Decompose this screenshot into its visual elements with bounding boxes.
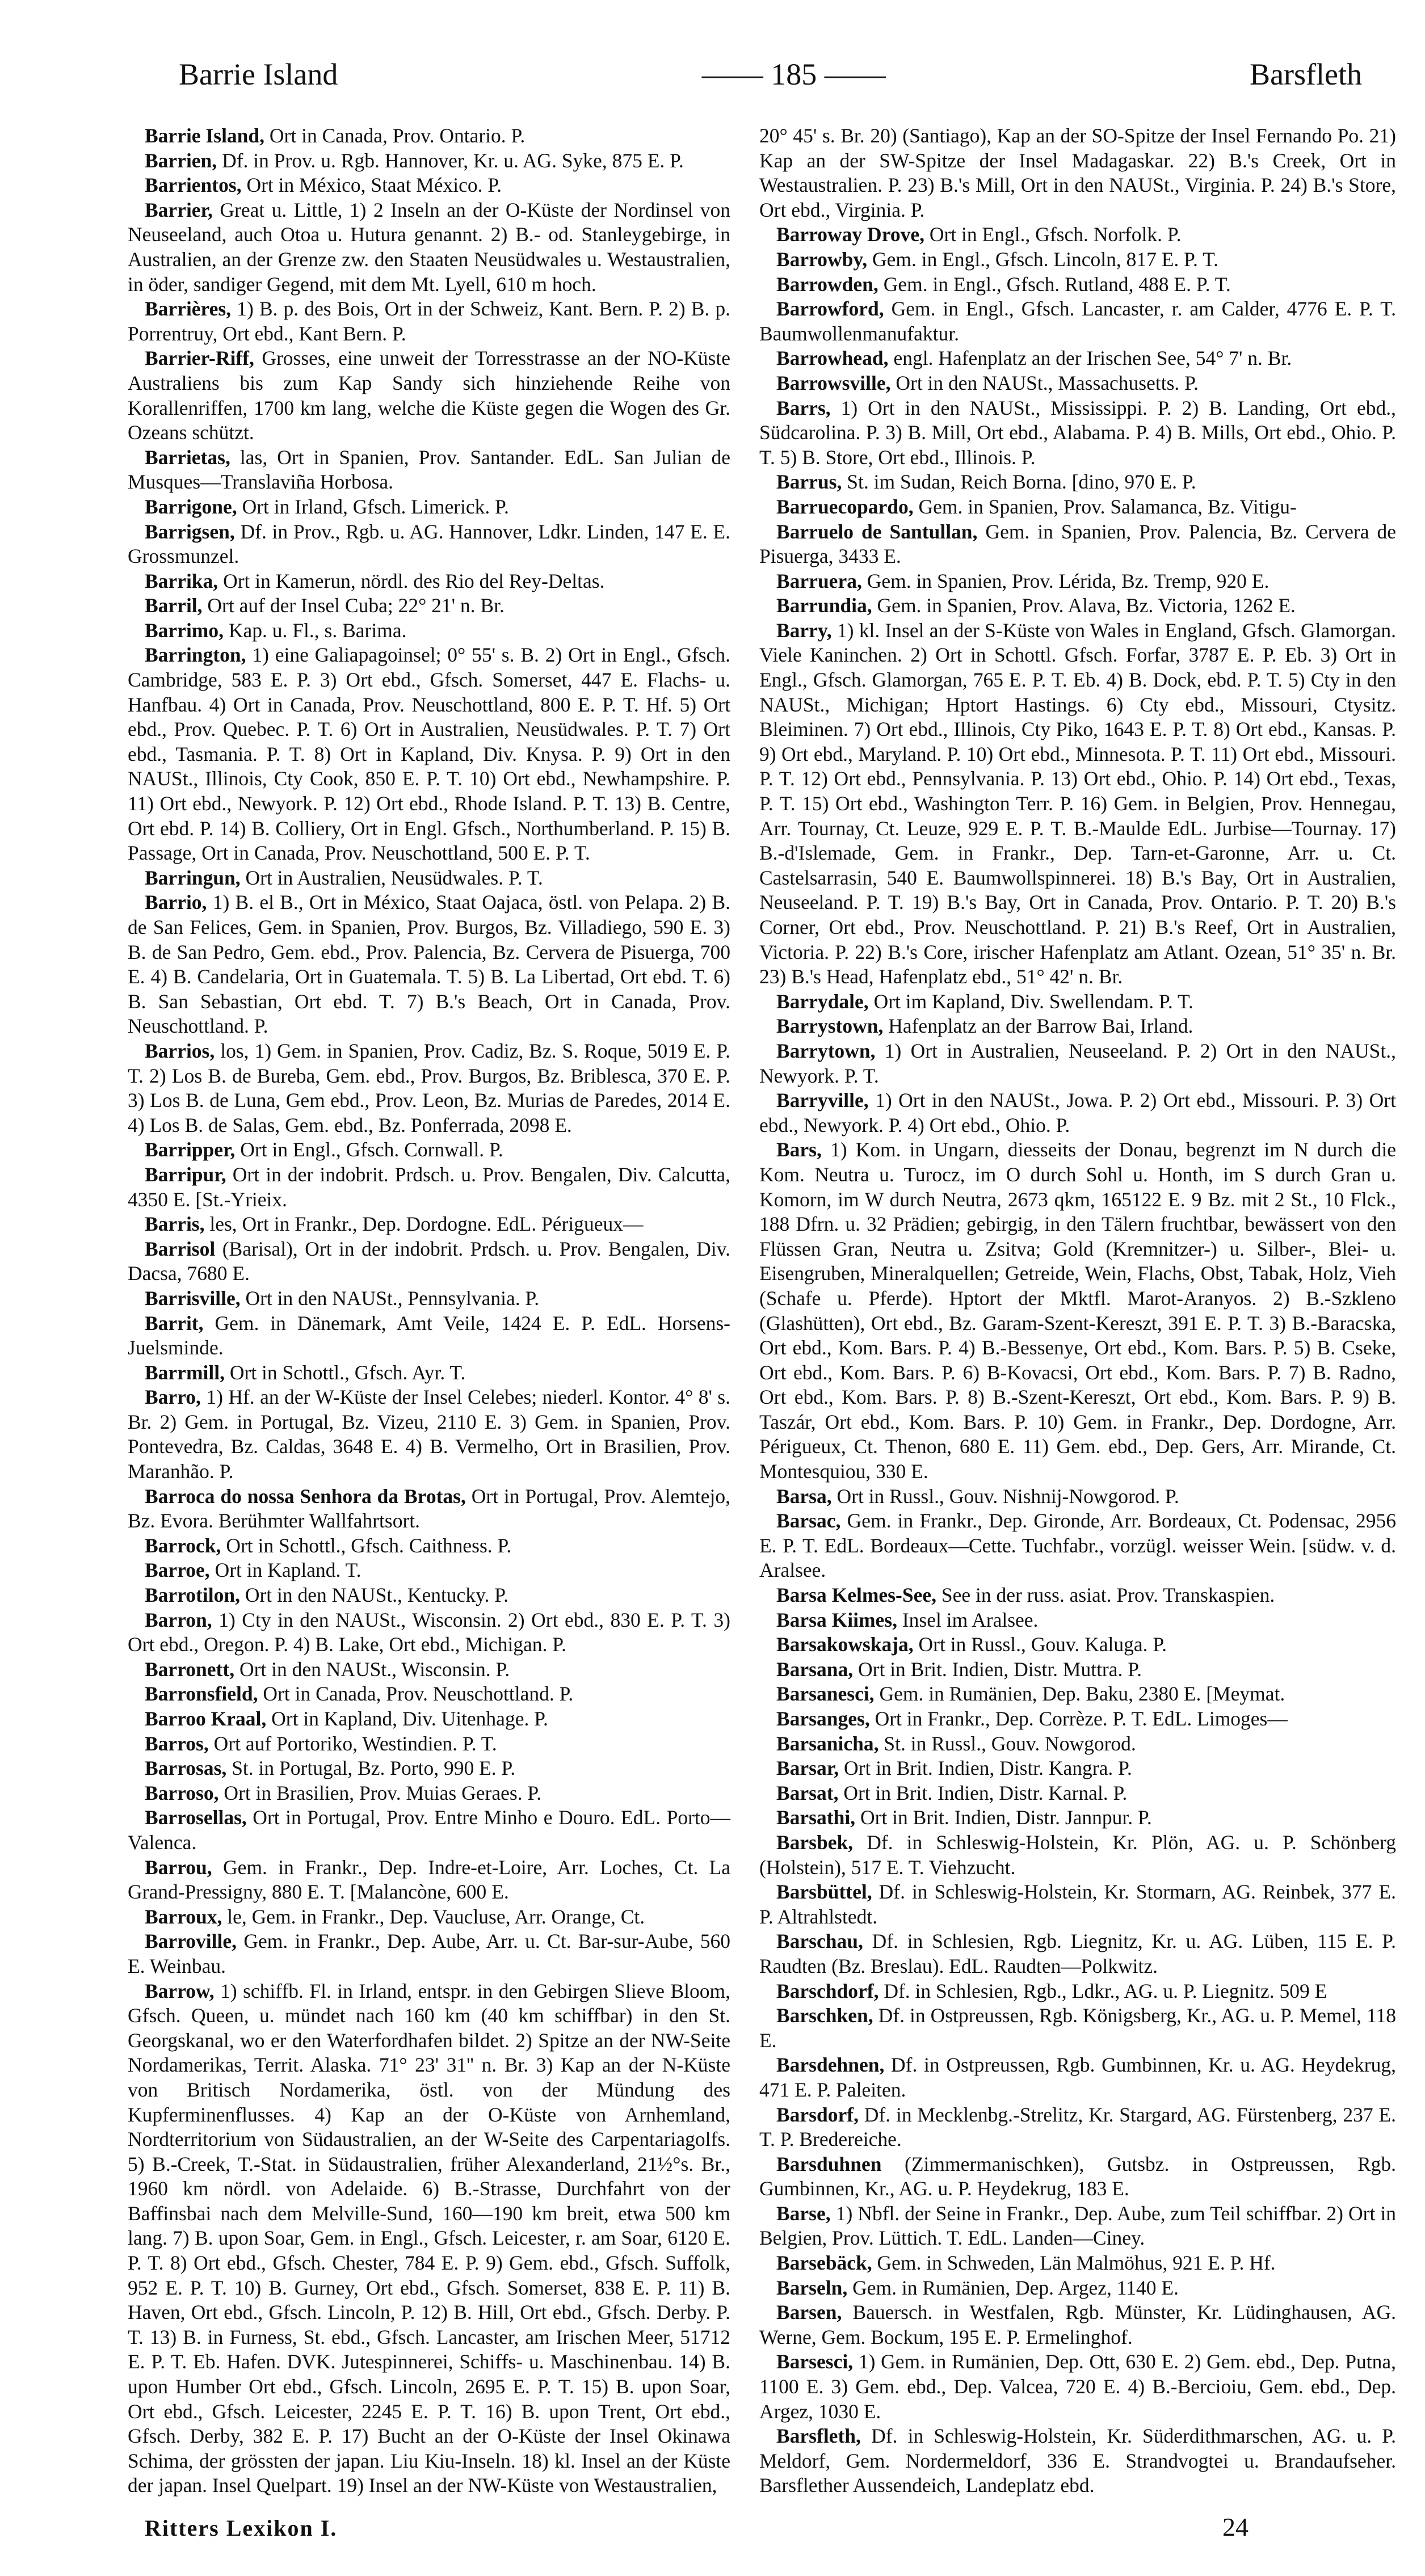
lexicon-entry — [128, 445, 730, 495]
entry-headword: Barrigone, — [145, 495, 237, 518]
lexicon-entry — [128, 1608, 730, 1657]
entry-headword: Barripper, — [145, 1138, 236, 1161]
lexicon-entry — [759, 1781, 1396, 1806]
entry-headword: Barsa Kelmes-See, — [776, 1584, 936, 1607]
entry-headword: Barsa Kiimes, — [776, 1608, 897, 1631]
entry-text: 20° 45' s. Br. 20) (Santiago), Kap an der SO-Spitze der Insel Fernando Po. 21) Kap an der SW-Spitze der Insel Madagaskar. 22) B.'s Creek, Ort in Westaustralien. P. 23) B.'s Mill, Ort in den NAUSt., Virginia. P. 24) B.'s Store, Ort ebd., Virginia. P. — [759, 124, 1396, 221]
entry-text: Df. in Schleswig-Holstein, Kr. Stormarn, AG. Reinbek, 377 E. P. Altrahlstedt. — [759, 1880, 1396, 1928]
entry-text: Ort in Frankr., Dep. Corrèze. P. T. EdL. Limoges— — [869, 1707, 1288, 1730]
entry-headword: Barrier, — [145, 198, 213, 221]
lexicon-entry — [128, 1361, 730, 1386]
entry-headword: Barrit, — [145, 1311, 204, 1335]
entry-text: 1) Hf. an der W-Küste der Insel Celebes; niederl. Kontor. 4° 8' s. Br. 2) Gem. in Portugal, Bz. Vizeu, 2110 E. 3) Gem. in Spanien, Prov. Pontevedra, Bz. Caldas, 3648 E. 4) B. Vermelho, Ort in Brasilien, Prov. Maranhão. P. — [128, 1386, 730, 1483]
lexicon-entry — [759, 297, 1396, 346]
entry-text: Ort in der indobrit. Prdsch. u. Prov. Bengalen, Div. Calcutta, 4350 E. [St.-Yrieix. — [128, 1163, 730, 1211]
entry-text: Gem. in Engl., Gfsch. Rutland, 488 E. P. T. — [878, 272, 1231, 296]
entry-text: 1) B. p. des Bois, Ort in der Schweiz, Kant. Bern. P. 2) B. p. Porrentruy, Ort ebd., Kant Bern. P. — [128, 297, 730, 345]
entry-headword: Barsdorf, — [776, 2103, 859, 2126]
entry-headword: Barschau, — [776, 1930, 863, 1953]
entry-headword: Barry, — [776, 618, 832, 642]
lexicon-entry — [759, 569, 1396, 594]
lexicon-entry — [759, 1929, 1396, 1979]
lexicon-entry — [128, 1534, 730, 1559]
entry-headword: Barro, — [145, 1386, 201, 1409]
entry-headword: Barrisville, — [145, 1286, 241, 1310]
entry-headword: Barrowsville, — [776, 371, 891, 394]
lexicon-entry — [759, 1583, 1396, 1608]
entry-text: Gem. in Spanien, Prov. Palencia, Bz. Cervera de Pisuerga, 3433 E. — [759, 520, 1397, 568]
entry-text: engl. Hafenplatz an der Irischen See, 54° 7' n. Br. — [888, 347, 1292, 370]
entry-text: Ort in Schottl., Gfsch. Caithness. P. — [221, 1534, 512, 1557]
entry-headword: Barschken, — [776, 2004, 873, 2027]
lexicon-entry — [759, 2251, 1396, 2276]
entry-text: Df. in Schlesien, Rgb., Ldkr., AG. u. P. Liegnitz. 509 E — [878, 1979, 1327, 2002]
entry-text: Ort in Schottl., Gfsch. Ayr. T. — [224, 1361, 466, 1384]
entry-text: los, 1) Gem. in Spanien, Prov. Cadiz, Bz. S. Roque, 5019 E. P. T. 2) Los B. de Bureba, Gem. ebd., Prov. Burgos, Bz. Briblesca, 370 E. P. 3) Los B. de Luna, Gem ebd., Prov. Leon, Bz. Murias de Paredes, 2014 E. 4) Los B. de Salas, Gem. ebd., Bz. Ponferrada, 2098 E. — [128, 1039, 730, 1137]
entry-text: Gem. in Frankr., Dep. Aube, Arr. u. Ct. Bar-sur-Aube, 560 E. Weinbau. — [128, 1930, 730, 1977]
lexicon-entry — [759, 346, 1396, 371]
entry-text: Gem. in Spanien, Prov. Salamanca, Bz. Vitigu- — [913, 495, 1297, 518]
lexicon-entry — [128, 495, 730, 520]
entry-text: Insel im Aralsee. — [897, 1608, 1039, 1631]
entry-headword: Barrigsen, — [145, 520, 235, 543]
lexicon-entry — [128, 1929, 730, 1979]
lexicon-entry — [128, 149, 730, 174]
entry-text: Df. in Ostpreussen, Rgb. Gumbinnen, Kr. u. AG. Heydekrug, 471 E. P. Paleiten. — [759, 2053, 1396, 2101]
footer-signature: Ritters Lexikon I. — [145, 2515, 338, 2541]
entry-headword: Barsac, — [776, 1509, 841, 1533]
lexicon-entry — [759, 1608, 1396, 1633]
lexicon-entry — [128, 1237, 730, 1286]
entry-text: Ort in Kamerun, nördl. des Rio del Rey-Deltas. — [218, 569, 605, 592]
lexicon-entry — [759, 1014, 1396, 1039]
entry-text: Df. in Schlesien, Rgb. Liegnitz, Kr. u. AG. Lüben, 115 E. P. Raudten (Bz. Breslau). EdL. Raudten—Polkwitz. — [759, 1930, 1396, 1977]
lexicon-entry — [759, 1682, 1396, 1707]
entry-headword: Barsdehnen, — [776, 2053, 885, 2077]
entry-text: 1) Ort in Australien, Neuseeland. P. 2) Ort in den NAUSt., Newyork. P. T. — [759, 1039, 1396, 1087]
lexicon-entry — [128, 124, 730, 149]
lexicon-entry — [128, 1163, 730, 1212]
lexicon-entry — [759, 1088, 1396, 1138]
lexicon-entry — [759, 2300, 1396, 2350]
entry-headword: Barrydale, — [776, 990, 869, 1013]
entry-text: Ort in den NAUSt., Kentucky. P. — [239, 1584, 508, 1607]
lexicon-entry — [759, 371, 1396, 396]
entry-text: Df. in Schleswig-Holstein, Kr. Plön, AG. u. P. Schönberg (Holstein), 517 E. T. Viehzucht. — [759, 1830, 1396, 1879]
lexicon-entry — [128, 1756, 730, 1781]
lexicon-entry — [128, 1905, 730, 1930]
entry-text: Df. in Schleswig-Holstein, Kr. Süderdithmarschen, AG. u. P. Meldorf, Gem. Nordermeldorf, 336 E. Strandvogtei u. Brandaufseher. Barsflether Aussendeich, Landeplatz ebd. — [759, 2425, 1396, 2497]
lexicon-entry — [759, 1979, 1396, 2004]
entry-text: Gem. in Engl., Gfsch. Lancaster, r. am Calder, 4776 E. P. T. Baumwollenmanufaktur. — [759, 297, 1396, 345]
entry-text: See in der russ. asiat. Prov. Transkaspien. — [936, 1584, 1275, 1607]
entry-text: Gem. in Spanien, Prov. Lérida, Bz. Tremp, 920 E. — [861, 569, 1270, 592]
entry-text: les, Ort in Frankr., Dep. Dordogne. EdL. Périgueux— — [204, 1213, 644, 1236]
entry-text: Ort in Brit. Indien, Distr. Kangra. P. — [839, 1757, 1132, 1780]
entry-headword: Barsanesci, — [776, 1682, 875, 1706]
entry-headword: Barryville, — [776, 1089, 869, 1112]
entry-headword: Barrowford, — [776, 297, 884, 321]
entry-headword: Barrington, — [145, 643, 246, 667]
entry-text: (Zimmermanischken), Gutsbz. in Ostpreussen, Rgb. Gumbinnen, Kr., AG. u. P. Heydekrug, 183 E. — [759, 2152, 1396, 2200]
entry-text: Bauersch. in Westfalen, Rgb. Münster, Kr. Lüdinghausen, AG. Werne, Gem. Bockum, 195 E. P. Ermelinghof. — [759, 2301, 1396, 2348]
entry-headword: Barrières, — [145, 297, 232, 321]
lexicon-entry — [759, 990, 1396, 1015]
entry-headword: Barringun, — [145, 866, 241, 889]
lexicon-entry — [759, 1484, 1396, 1509]
entry-headword: Barrimo, — [145, 618, 224, 642]
lexicon-entry — [759, 247, 1396, 272]
header-first-entry: Barrie Island — [179, 57, 338, 91]
entry-text: Gem. in Engl., Gfsch. Lincoln, 817 E. P. T. — [867, 247, 1219, 271]
entry-headword: Barsanges, — [776, 1707, 870, 1730]
entry-headword: Barsfleth, — [776, 2425, 861, 2448]
entry-text: (Barisal), Ort in der indobrit. Prdsch. u. Prov. Bengalen, Div. Dacsa, 7680 E. — [128, 1237, 730, 1285]
entry-headword: Barrios, — [145, 1039, 215, 1062]
lexicon-entry — [759, 222, 1396, 247]
lexicon-entry — [128, 618, 730, 643]
right-column — [759, 124, 1396, 2498]
entry-text: Ort auf der Insel Cuba; 22° 21' n. Br. — [202, 594, 505, 617]
lexicon-entry — [759, 1138, 1396, 1484]
entry-text: St. in Portugal, Bz. Porto, 990 E. P. — [226, 1757, 516, 1780]
entry-text: Ort in Engl., Gfsch. Cornwall. P. — [235, 1138, 503, 1161]
entry-headword: Barse, — [776, 2202, 831, 2225]
lexicon-entry — [759, 396, 1396, 470]
entry-headword: Barschdorf, — [776, 1979, 879, 2002]
entry-text: Ort in Portugal, Prov. Entre Minho e Douro. EdL. Porto—Valenca. — [128, 1806, 730, 1854]
entry-text: Gem. in Spanien, Prov. Alava, Bz. Victoria, 1262 E. — [872, 594, 1296, 617]
entry-headword: Barsduhnen — [776, 2152, 882, 2175]
entry-text: Ort in den NAUSt., Wisconsin. P. — [234, 1657, 510, 1681]
entry-headword: Barrystown, — [776, 1015, 884, 1038]
lexicon-entry — [128, 1657, 730, 1682]
entry-text: 1) schiffb. Fl. in Irland, entspr. in den Gebirgen Slieve Bloom, Gfsch. Queen, u. mündet nach 160 km (40 km schiffbar) in den St. Georgskanal, wo er den Waterfordhafen bildet. 2) Spitze an der NW-Seite Nordamerikas, Territ. Alaska. 71° 23' 31'' n. Br. 3) Kap an der N-Küste von Britisch Nordamerika, östl. von der Mündung des Kupferminenflusses. 4) Kap an der O-Küste von Arnhemland, Nordterritorium von Südaustralien, an der W-Seite des Carpentariagolfs. 5) B.-Creek, T.-Stat. in Südaustralien, früher Alexanderland, 21½°s. Br., 1960 km nördl. von Adelaide. 6) B.-Strasse, Durchfahrt von der Baffinsbai nach dem Melville-Sund, 160—190 km breit, etwa 500 km lang. 7) B. upon Soar, Gem. in Engl., Gfsch. Leicester, r. am Soar, 6120 E. P. T. 8) Ort ebd., Gfsch. Chester, 784 E. P. 9) Gem. ebd., Gfsch. Suffolk, 952 E. P. T. 10) B. Gurney, Ort ebd., Gfsch. Somerset, 838 E. P. 11) B. Haven, Ort ebd., Gfsch. Lincoln, P. 12) B. Hill, Ort ebd., Gfsch. Derby. P. T. 13) B. in Furness, St. ebd., Gfsch. Lancaster, am Irischen Meer, 51712 E. P. T. Eb. Hafen. DVK. Jutespinnerei, Schiffs- u. Maschinenbau. 14) B. upon Humber Ort ebd., Gfsch. Lincoln, 2695 E. P. T. 15) B. upon Soar, Ort ebd., Gfsch. Leicester, 2245 E. P. T. 16) B. upon Trent, Ort ebd., Gfsch. Derby, 382 E. P. 17) Bucht an der O-Küste der Insel Okinawa Schima, der grössten der japan. Liu Kiu-Inseln. 18) kl. Insel an der Küste der japan. Insel Quelpart. 19) Insel an der NW-Küste von Westaustralien, — [128, 1979, 730, 2497]
lexicon-entry — [759, 2152, 1396, 2202]
entry-text: Ort in Russl., Gouv. Nishnij-Nowgorod. P. — [831, 1484, 1179, 1508]
lexicon-entry — [128, 1732, 730, 1757]
entry-headword: Barrio, — [145, 891, 207, 914]
entry-headword: Barrundia, — [776, 594, 872, 617]
entry-headword: Barruecopardo, — [776, 495, 914, 518]
entry-headword: Barros, — [145, 1732, 209, 1755]
entry-headword: Barsathi, — [776, 1806, 856, 1829]
lexicon-entry — [128, 1039, 730, 1138]
sheet-number: 24 — [1222, 2512, 1249, 2541]
entry-headword: Barrow, — [145, 1979, 215, 2002]
entry-text: 1) B. el B., Ort in México, Staat Oajaca, östl. von Pelapa. 2) B. de San Felices, Gem. in Spanien, Prov. Burgos, Bz. Villadiego, 590 E. 3) B. de San Pedro, Gem. ebd., Prov. Palencia, Bz. Cervera de Pisuerga, 700 E. 4) B. Candelaria, Ort in Guatemala. T. 5) B. La Libertad, Ort ebd. T. 6) B. San Sebastian, Ort ebd. T. 7) B.'s Beach, Ort in Canada, Prov. Neuschottland. P. — [128, 891, 730, 1038]
entry-headword: Barrotilon, — [145, 1584, 240, 1607]
entry-text: Ort in Portugal, Prov. Alemtejo, Bz. Evora. Berühmter Wallfahrtsort. — [128, 1484, 731, 1533]
entry-text: Ort in Brit. Indien, Distr. Muttra. P. — [853, 1657, 1142, 1681]
entry-headword: Barrowhead, — [776, 347, 889, 370]
lexicon-entry — [759, 1805, 1396, 1830]
entry-text: Ort in Canada, Prov. Neuschottland. P. — [258, 1682, 574, 1706]
entry-text: Gem. in Rumänien, Dep. Argez, 1140 E. — [847, 2276, 1179, 2299]
entry-text: 1) eine Galiapagoinsel; 0° 55' s. B. 2) Ort in Engl., Gfsch. Cambridge, 583 E. P. 3) Ort ebd., Gfsch. Somerset, 447 E. Flachs- u. Hanfbau. 4) Ort in Canada, Prov. Neuschottland, 800 E. P. T. Hf. 5) Ort ebd., Prov. Quebec. P. T. 6) Ort in Australien, Neusüdwales. P. T. 7) Ort ebd., Tasmania. P. T. 8) Ort in Kapland, Div. Knysa. P. 9) Ort in den NAUSt., Illinois, Cty Cook, 850 E. P. T. 10) Ort ebd., Newhampshire. P. 11) Ort ebd., Newyork. P. 12) Ort ebd., Rhode Island. P. T. 13) B. Centre, Ort ebd. P. 14) B. Colliery, Ort in Engl. Gfsch., Northumberland. P. 15) B. Passage, Ort in Canada, Prov. Neuschottland, 500 E. P. T. — [128, 643, 730, 865]
left-column — [128, 124, 730, 2498]
entry-text: las, Ort in Spanien, Prov. Santander. EdL. San Julian de Musques—Translaviña Horbosa. — [128, 445, 730, 494]
entry-headword: Barruelo de Santullan, — [776, 520, 978, 543]
text-columns — [128, 124, 1396, 2498]
lexicon-entry — [759, 272, 1396, 297]
entry-headword: Barsat, — [776, 1781, 839, 1804]
entry-headword: Barroca do nossa Senhora da Brotas, — [145, 1484, 466, 1508]
entry-text: Gem. in Rumänien, Dep. Baku, 2380 E. [Meymat. — [874, 1682, 1285, 1706]
entry-text: 1) Ort in den NAUSt., Mississippi. P. 2) B. Landing, Ort ebd., Südcarolina. P. 3) B. Mill, Ort ebd., Alabama. P. 4) B. Mills, Ort ebd., Ohio. P. T. 5) B. Store, Ort ebd., Illinois. P. — [759, 396, 1396, 469]
page-number: —— 185 —— — [701, 57, 886, 91]
running-header — [128, 57, 1396, 108]
entry-text: Ort in Brit. Indien, Distr. Karnal. P. — [838, 1781, 1128, 1804]
entry-headword: Barronsfield, — [145, 1682, 258, 1706]
lexicon-entry — [128, 1558, 730, 1583]
entry-headword: Barrus, — [776, 470, 842, 494]
entry-text: 1) Gem. in Rumänien, Dep. Ott, 630 E. 2) Gem. ebd., Dep. Putna, 1100 E. 3) Gem. ebd., Dep. Valcea, 720 E. 4) B.-Bercioiu, Gem. ebd., Dep. Argez, 1030 E. — [759, 2350, 1396, 2423]
entry-text: Ort in Russl., Gouv. Kaluga. P. — [913, 1633, 1167, 1656]
entry-text: St. im Sudan, Reich Borna. [dino, 970 E. P. — [842, 470, 1196, 494]
lexicon-entry — [759, 495, 1396, 520]
entry-headword: Barsakowskaja, — [776, 1633, 914, 1656]
entry-headword: Barrowden, — [776, 272, 878, 296]
entry-headword: Barrou, — [145, 1855, 212, 1879]
entry-headword: Barrika, — [145, 569, 218, 592]
lexicon-entry — [759, 2053, 1396, 2102]
entry-headword: Barrietas, — [145, 445, 230, 469]
entry-text: Ort in Brit. Indien, Distr. Jannpur. P. — [855, 1806, 1152, 1829]
entry-text: Great u. Little, 1) 2 Inseln an der O-Küste der Nordinsel von Neuseeland, auch Otoa u. Hutura genannt. 2) B.- od. Stanleygebirge, in Australien, an der Grenze zw. den Staaten Neusüdwales u. Westaustralien, in öder, sandiger Gegend, mit dem Mt. Lyell, 610 m hoch. — [128, 198, 730, 296]
entry-text: 1) Nbfl. der Seine in Frankr., Dep. Aube, zum Teil schiffbar. 2) Ort in Belgien, Prov. Lüttich. T. EdL. Landen—Ciney. — [759, 2202, 1396, 2250]
lexicon-entry — [128, 1286, 730, 1311]
entry-headword: Barroso, — [145, 1781, 219, 1804]
entry-text: Ort in Brasilien, Prov. Muias Geraes. P. — [218, 1781, 542, 1804]
lexicon-entry — [759, 1732, 1396, 1757]
entry-text: Ort in Australien, Neusüdwales. P. T. — [240, 866, 543, 889]
entry-headword: Barrisol — [145, 1237, 216, 1260]
entry-headword: Bars, — [776, 1138, 822, 1161]
entry-headword: Barris, — [145, 1213, 205, 1236]
lexicon-entry — [128, 1707, 730, 1732]
lexicon-entry — [128, 643, 730, 865]
lexicon-entry — [128, 1583, 730, 1608]
entry-text: Gem. in Frankr., Dep. Gironde, Arr. Bordeaux, Ct. Podensac, 2956 E. P. T. EdL. Bordeaux—Cette. Tuchfabr., vorzügl. weisser Wein. [südw. v. d. Aralsee. — [759, 1509, 1396, 1582]
entry-headword: Barsar, — [776, 1757, 839, 1780]
lexicon-entry — [128, 1805, 730, 1855]
entry-headword: Barrosellas, — [145, 1806, 247, 1829]
entry-text: 1) Cty in den NAUSt., Wisconsin. 2) Ort ebd., 830 E. P. T. 3) Ort ebd., Oregon. P. 4) B. Lake, Ort ebd., Michigan. P. — [128, 1608, 730, 1656]
entry-text: Ort in Kapland. T. — [209, 1559, 361, 1582]
lexicon-entry — [759, 1509, 1396, 1583]
entry-text: Ort in Irland, Gfsch. Limerick. P. — [237, 495, 509, 518]
entry-text: Ort in Engl., Gfsch. Norfolk. P. — [924, 223, 1182, 246]
entry-text: St. in Russl., Gouv. Nowgorod. — [878, 1732, 1136, 1755]
lexicon-entry — [759, 1632, 1396, 1657]
lexicon-entry — [759, 1707, 1396, 1732]
lexicon-entry — [759, 2202, 1396, 2251]
entry-text: Kap. u. Fl., s. Barima. — [224, 618, 407, 642]
entry-headword: Barrientos, — [145, 174, 242, 197]
lexicon-entry — [128, 1781, 730, 1806]
entry-headword: Barrs, — [776, 396, 831, 419]
entry-headword: Barrie Island, — [145, 124, 265, 147]
entry-headword: Barripur, — [145, 1163, 226, 1186]
lexicon-entry — [759, 124, 1396, 222]
entry-text: Df. in Ostpreussen, Rgb. Königsberg, Kr., AG. u. P. Memel, 118 E. — [759, 2004, 1396, 2052]
entry-text: 1) Kom. in Ungarn, diesseits der Donau, begrenzt im N durch die Kom. Neutra u. Turocz, im O durch Sohl u. Honth, im S durch Gran u. Komorn, im W durch Neutra, 2673 qkm, 165122 E. 9 Bz. mit 2 St., 10 Flck., 188 Dfrn. u. 32 Prädien; gebirgig, in den Tälern fruchtbar, bewässert von den Flüssen Gran, Neutra u. Zsitva; Gold (Kremnitzer-) u. Silber-, Blei- u. Eisengruben, Mineralquellen; Getreide, Wein, Flachs, Obst, Tabak, Holz, Vieh (Schafe u. Pferde). Hptort der Mktfl. Marot-Aranyos. 2) B.-Szkleno (Glashütten), Ort ebd., Bz. Garam-Szent-Kereszt, 391 E. P. T. 3) B.-Baracska, Ort ebd., Kom. Bars. P. 4) B.-Bessenye, Ort ebd., Kom. Bars. P. 5) B. Cseke, Ort ebd., Kom. Bars. P. 6) B-Kovacsi, Ort ebd., Kom. Bars. P. 7) B. Radno, Ort ebd., Kom. Bars. P. 8) B.-Szent-Kereszt, Ort ebd., Kom. Bars. P. 9) B. Taszár, Ort ebd., Kom. Bars. P. 10) Gem. in Frankr., Dep. Dordogne, Arr. Périgueux, Ct. Thenon, 680 E. 11) Gem. ebd., Dep. Gers, Arr. Mirande, Ct. Montesquiou, 330 E. — [759, 1138, 1396, 1483]
entry-text: Ort in den NAUSt., Massachusetts. P. — [890, 371, 1199, 394]
entry-headword: Barroo Kraal, — [145, 1707, 267, 1730]
lexicon-entry — [759, 520, 1396, 569]
entry-text: Ort in den NAUSt., Pennsylvania. P. — [240, 1286, 540, 1310]
lexicon-entry — [128, 1855, 730, 1905]
entry-text: Df. in Mecklenbg.-Strelitz, Kr. Stargard, AG. Fürstenberg, 237 E. T. P. Bredereiche. — [759, 2103, 1396, 2151]
entry-text: Ort auf Portoriko, Westindien. P. T. — [208, 1732, 497, 1755]
entry-headword: Barruera, — [776, 569, 862, 592]
lexicon-entry — [128, 866, 730, 891]
entry-text: Df. in Prov., Rgb. u. AG. Hannover, Ldkr. Linden, 147 E. E. Grossmunzel. — [128, 520, 730, 568]
lexicon-entry — [759, 594, 1396, 618]
lexicon-entry — [128, 1979, 730, 2498]
lexicon-entry — [128, 1138, 730, 1163]
lexicon-entry — [759, 2350, 1396, 2424]
lexicon-entry — [128, 346, 730, 445]
entry-headword: Barril, — [145, 594, 203, 617]
lexicon-entry — [759, 1756, 1396, 1781]
lexicon-entry — [128, 890, 730, 1039]
entry-headword: Barsen, — [776, 2301, 842, 2324]
lexicon-entry — [759, 2003, 1396, 2053]
entry-headword: Barrytown, — [776, 1039, 876, 1062]
lexicon-entry — [128, 569, 730, 594]
entry-text: Gem. in Schweden, Län Malmöhus, 921 E. P. Hf. — [872, 2251, 1276, 2275]
lexicon-entry — [759, 470, 1396, 495]
entry-headword: Barroux, — [145, 1905, 222, 1928]
page-footer — [128, 2512, 1396, 2542]
entry-headword: Barseln, — [776, 2276, 848, 2299]
entry-headword: Barron, — [145, 1608, 212, 1631]
entry-headword: Barrien, — [145, 149, 217, 172]
lexicon-entry — [759, 2103, 1396, 2152]
entry-text: Hafenplatz an der Barrow Bai, Irland. — [883, 1015, 1193, 1038]
lexicon-entry — [128, 1212, 730, 1237]
entry-headword: Barroe, — [145, 1559, 210, 1582]
entry-headword: Barrowby, — [776, 247, 868, 271]
entry-headword: Barrock, — [145, 1534, 221, 1557]
lexicon-entry — [128, 1682, 730, 1707]
entry-headword: Barrier-Riff, — [145, 347, 254, 370]
header-last-entry: Barsfleth — [1250, 57, 1362, 91]
entry-text: Ort in Kapland, Div. Uitenhage. P. — [266, 1707, 548, 1730]
entry-text: Ort im Kapland, Div. Swellendam. P. T. — [868, 990, 1193, 1013]
lexicon-entry — [759, 1880, 1396, 1929]
lexicon-entry — [128, 173, 730, 198]
entry-headword: Barsa, — [776, 1484, 832, 1508]
entry-headword: Barsanicha, — [776, 1732, 879, 1755]
entry-text: Ort in México, Staat México. P. — [241, 174, 502, 197]
entry-text: Gem. in Dänemark, Amt Veile, 1424 E. P. EdL. Horsens-Juelsminde. — [128, 1311, 730, 1359]
entry-text: le, Gem. in Frankr., Dep. Vaucluse, Arr. Orange, Ct. — [222, 1905, 645, 1928]
entry-headword: Barronett, — [145, 1657, 235, 1681]
entry-headword: Barsbüttel, — [776, 1880, 872, 1904]
entry-headword: Barrosas, — [145, 1757, 227, 1780]
lexicon-entry — [128, 1311, 730, 1361]
lexicon-entry — [128, 1385, 730, 1484]
lexicon-entry — [128, 1484, 730, 1534]
entry-text: 1) kl. Insel an der S-Küste von Wales in England, Gfsch. Glamorgan. Viele Kaninchen. 2) Ort in Schottl. Gfsch. Forfar, 3787 E. P. Eb. 3) Ort in Engl., Gfsch. Glamorgan, 765 E. P. T. Eb. 4) B. Dock, ebd. P. T. 5) Cty in den NAUSt., Michigan; Hptort Hastings. 6) Cty ebd., Missouri, Ctysitz. Bleiminen. 7) Ort ebd., Illinois, Cty Piko, 1643 E. P. T. 8) Ort ebd., Kansas. P. 9) Ort ebd., Maryland. P. 10) Ort ebd., Minnesota. P. T. 11) Ort ebd., Missouri. P. T. 12) Ort ebd., Pennsylvania. P. 13) Ort ebd., Ohio. P. 14) Ort ebd., Texas, P. T. 15) Ort ebd., Washington Terr. P. 16) Gem. in Belgien, Prov. Hennegau, Arr. Tournay, Ct. Leuze, 929 E. P. T. B.-Maulde EdL. Jurbise—Tournay. 17) B.-d'Islemade, Gem. in Frankr., Dep. Tarn-et-Garonne, Arr. u. Ct. Castelsarrasin, 540 E. Baumwollspinnerei. 18) B.'s Bay, Ort in Australien, Neuseeland. P. T. 19) B.'s Bay, Ort in Canada, Prov. Ontario. P. T. 20) B.'s Corner, Ort ebd., Prov. Neuschottland. P. 21) B.'s Reef, Ort in Australien, Victoria. P. 22) B.'s Core, irischer Hafenplatz am Atlant. Ozean, 51° 35' n. Br. 23) B.'s Head, Hafenplatz ebd., 51° 42' n. Br. — [759, 618, 1396, 988]
entry-text: Ort in Canada, Prov. Ontario. P. — [264, 124, 526, 147]
lexicon-entry — [128, 198, 730, 297]
entry-headword: Barroway Drove, — [776, 223, 924, 246]
entry-headword: Barsebäck, — [776, 2251, 872, 2275]
lexicon-entry — [128, 297, 730, 346]
entry-headword: Barsesci, — [776, 2350, 854, 2373]
lexicon-entry — [128, 520, 730, 569]
lexicon-entry — [759, 2276, 1396, 2301]
entry-headword: Barsana, — [776, 1657, 854, 1681]
lexicon-entry — [759, 1830, 1396, 1880]
lexicon-entry — [759, 618, 1396, 990]
lexicon-entry — [759, 1657, 1396, 1682]
lexicon-entry — [759, 2424, 1396, 2498]
entry-headword: Barroville, — [145, 1930, 237, 1953]
entry-text: Df. in Prov. u. Rgb. Hannover, Kr. u. AG. Syke, 875 E. P. — [217, 149, 684, 172]
lexicon-entry — [128, 594, 730, 618]
entry-headword: Barrmill, — [145, 1361, 225, 1384]
entry-text: Grosses, eine unweit der Torresstrasse an der NO-Küste Australiens bis zum Kap Sandy sich hinziehende Reihe von Korallenriffen, 1700 km lang, welche die Küste gegen die Wogen des Gr. Ozeans schützt. — [128, 347, 730, 444]
entry-headword: Barsbek, — [776, 1830, 854, 1854]
entry-text: Gem. in Frankr., Dep. Indre-et-Loire, Arr. Loches, Ct. La Grand-Pressigny, 880 E. T. [Malancòne, 600 E. — [128, 1855, 730, 1904]
entry-text: 1) Ort in den NAUSt., Jowa. P. 2) Ort ebd., Missouri. P. 3) Ort ebd., Newyork. P. 4) Ort ebd., Ohio. P. — [759, 1089, 1396, 1137]
lexicon-entry — [759, 1039, 1396, 1088]
